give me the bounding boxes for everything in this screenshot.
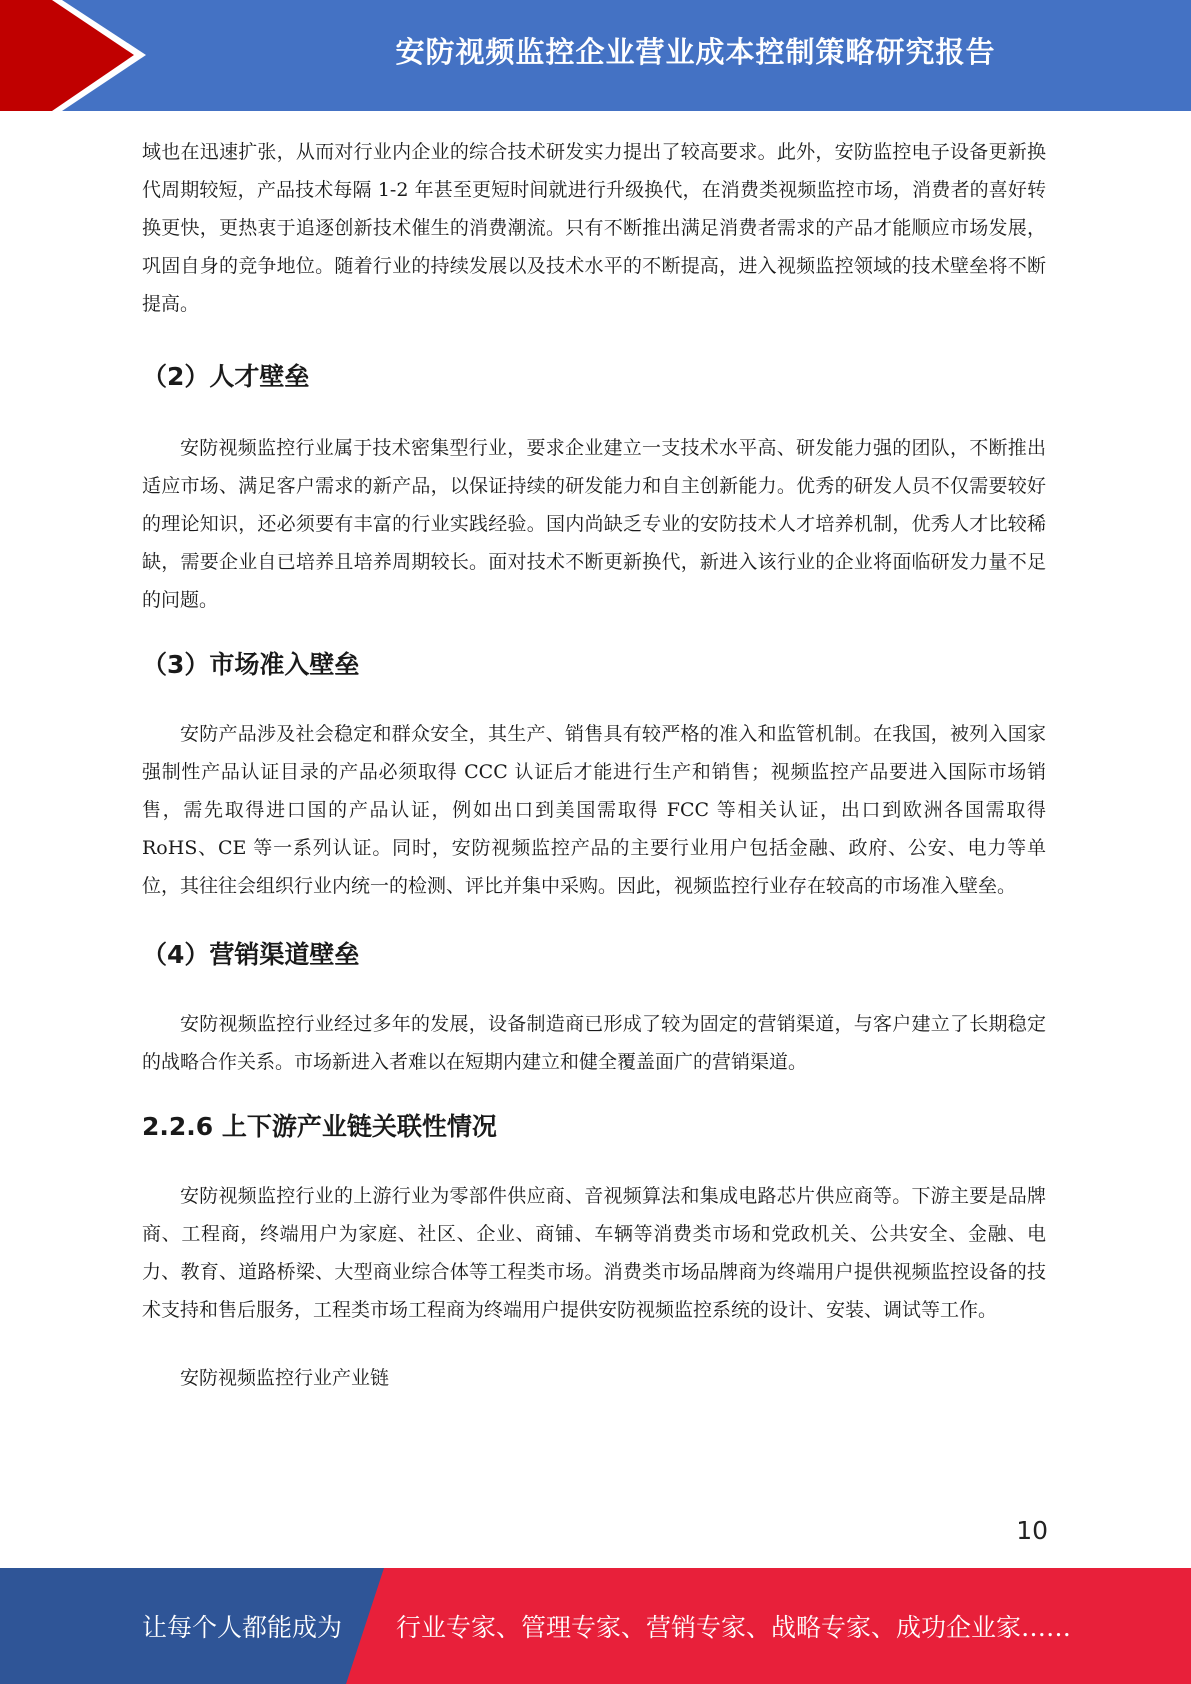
- paragraph-talent-barrier: 安防视频监控行业属于技术密集型行业，要求企业建立一支技术水平高、研发能力强的团队，不断推出适应市场、满足客户需求的新产品，以保证持续的研发能力和自主创新能力。优秀的研发人员不仅需要较好的理论知识，还必须要有丰富的行业实践经验。国内尚缺乏专业的安防技术人才培养机制，优秀人才比较稀缺，需要企业自已培养且培养周期较长。面对技术不断更新换代，新进入该行业的企业将面临研发力量不足的问题。: [142, 437, 1046, 611]
- page-number: 10: [1016, 1516, 1048, 1545]
- heading-industry-chain: 2.2.6 上下游产业链关联性情况: [142, 1112, 497, 1141]
- page-content: [142, 133, 1046, 1397]
- paragraph-market-access-barrier: 安防产品涉及社会稳定和群众安全，其生产、销售具有较严格的准入和监管机制。在我国，被列入国家强制性产品认证目录的产品必须取得 CCC 认证后才能进行生产和销售；视频监控产品要进入国际市场销售，需先取得进口国的产品认证，例如出口到美国需取得 FCC 等相关认证，出口到欧洲各国需取得 RoHS、CE 等一系列认证。同时，安防视频监控产品的主要行业用户包括金融、政府、公安、电力等单位，其往往会组织行业内统一的检测、评比并集中采购。因此，视频监控行业存在较高的市场准入壁垒。: [142, 723, 1046, 897]
- heading-marketing-channel-barrier: （4）营销渠道壁垒: [142, 940, 360, 969]
- footer-slogan-left: 让每个人都能成为: [142, 1613, 343, 1642]
- paragraph-tech-barrier-cont: 域也在迅速扩张，从而对行业内企业的综合技术研发实力提出了较高要求。此外，安防监控电子设备更新换代周期较短，产品技术每隔 1-2 年甚至更短时间就进行升级换代，在消费类视频监控市场，消费者的喜好转换更快，更热衷于追逐创新技术催生的消费潮流。只有不断推出满足消费者需求的产品才能顺应市场发展，巩固自身的竞争地位。随着行业的持续发展以及技术水平的不断提高，进入视频监控领域的技术壁垒将不断提高。: [142, 141, 1046, 315]
- heading-talent-barrier: （2）人才壁垒: [142, 362, 310, 391]
- footer-slogan-right: 行业专家、管理专家、营销专家、战略专家、成功企业家……: [396, 1613, 1072, 1642]
- page-footer: [0, 1568, 1191, 1684]
- paragraph-marketing-channel-barrier: 安防视频监控行业经过多年的发展，设备制造商已形成了较为固定的营销渠道，与客户建立了长期稳定的战略合作关系。市场新进入者难以在短期内建立和健全覆盖面广的营销渠道。: [142, 1013, 1046, 1073]
- heading-market-access-barrier: （3）市场准入壁垒: [142, 650, 360, 679]
- page-header: [0, 0, 1191, 111]
- report-title: 安防视频监控企业营业成本控制策略研究报告: [395, 34, 996, 69]
- paragraph-industry-chain: 安防视频监控行业的上游行业为零部件供应商、音视频算法和集成电路芯片供应商等。下游主要是品牌商、工程商，终端用户为家庭、社区、企业、商铺、车辆等消费类市场和党政机关、公共安全、金融、电力、教育、道路桥梁、大型商业综合体等工程类市场。消费类市场品牌商为终端用户提供视频监控设备的技术支持和售后服务，工程类市场工程商为终端用户提供安防视频监控系统的设计、安装、调试等工作。: [142, 1185, 1046, 1321]
- figure-caption: 安防视频监控行业产业链: [180, 1367, 390, 1389]
